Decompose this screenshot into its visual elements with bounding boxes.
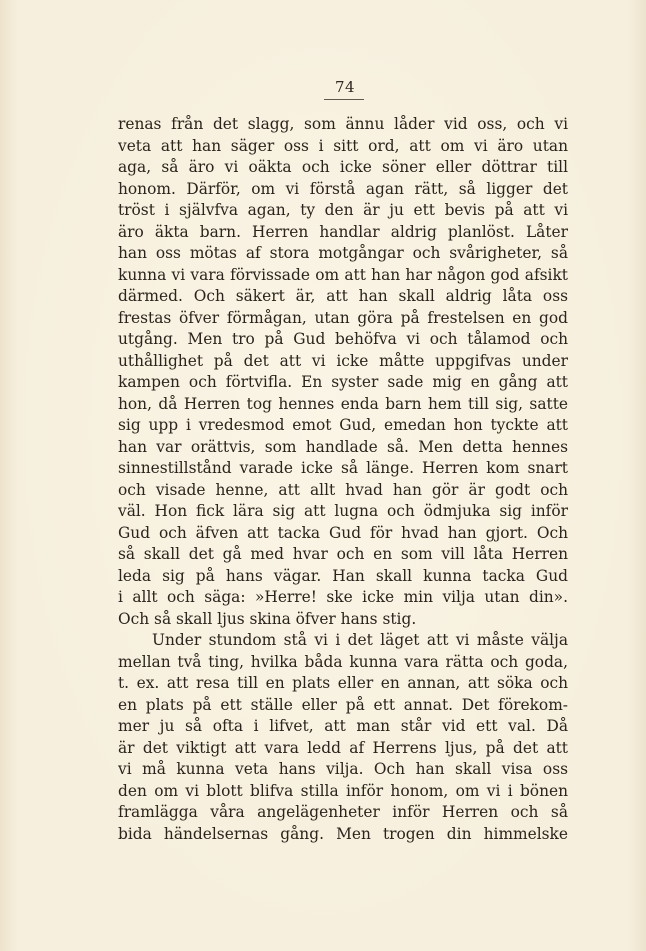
page-number: 74	[334, 78, 356, 96]
text-line: sinnestillstånd varade icke så länge. Herren kom snart	[118, 459, 568, 477]
text-line: Och så skall ljus skina öfver hans stig.	[118, 609, 417, 628]
text-line: mellan två ting, hvilka båda kunna vara rätta och goda,	[118, 652, 568, 671]
text-line: så skall det gå med hvar och en som vill låta Herren	[118, 545, 568, 563]
paragraph	[118, 630, 568, 845]
text-line: honom. Därför, om vi förstå agan rätt, så ligger det	[118, 179, 568, 198]
text-line: leda sig på hans vägar. Han skall kunna tacka Gud	[118, 566, 568, 585]
text-line: han oss mötas af stora motgångar och svårigheter, så	[118, 244, 568, 262]
text-line: Gud och äfven att tacka Gud för hvad han gjort. Och	[118, 523, 568, 542]
text-line: bida händelsernas gång. Men trogen din himmelske	[118, 824, 568, 843]
text-line: aga, så äro vi oäkta och icke söner eller döttrar till	[118, 158, 568, 176]
text-line: veta att han säger oss i sitt ord, att om vi äro utan	[118, 136, 568, 155]
text-line: i allt och säga: »Herre! ske icke min vilja utan din».	[118, 588, 568, 606]
text-line: han var orättvis, som handlade så. Men detta hennes	[118, 437, 568, 456]
text-line: en plats på ett ställe eller på ett annat. Det förekom-	[118, 695, 568, 714]
text-line: framlägga våra angelägenheter inför Herren och så	[118, 803, 568, 821]
text-line: renas från det slagg, som ännu låder vid oss, och vi	[118, 115, 568, 133]
text-line: och visade henne, att allt hvad han gör är godt och	[118, 480, 568, 499]
paragraph	[118, 114, 568, 630]
text-line: Under stundom stå vi i det läget att vi måste välja	[152, 631, 568, 649]
text-line: är det viktigt att vara ledd af Herrens ljus, på det att	[118, 738, 568, 757]
body-text	[118, 114, 568, 845]
text-line: hon, då Herren tog hennes enda barn hem till sig, satte	[118, 394, 568, 413]
text-line: frestas öfver förmågan, utan göra på frestelsen en god	[118, 308, 568, 327]
text-line: därmed. Och säkert är, att han skall aldrig låta oss	[118, 287, 568, 305]
text-line: utgång. Men tro på Gud behöfva vi och tålamod och	[118, 330, 568, 348]
page-number-underline	[324, 99, 364, 100]
text-line: kunna vi vara förvissade om att han har någon god afsikt	[118, 265, 568, 284]
text-line: sig upp i vredesmod emot Gud, emedan hon tyckte att	[118, 416, 568, 434]
text-line: t. ex. att resa till en plats eller en annan, att söka och	[118, 674, 568, 692]
text-line: uthållighet på det att vi icke måtte uppgifvas under	[118, 351, 568, 370]
text-line: mer ju så ofta i lifvet, att man står vid ett val. Då	[118, 717, 568, 735]
text-line: väl. Hon fick lära sig att lugna och ödmjuka sig inför	[118, 502, 568, 520]
text-line: den om vi blott blifva stilla inför honom, om vi i bönen	[118, 781, 568, 800]
text-line: äro äkta barn. Herren handlar aldrig planlöst. Låter	[118, 222, 568, 241]
text-line: tröst i självfva agan, ty den är ju ett bevis på att vi	[118, 201, 568, 219]
text-line: kampen och förtvifla. En syster sade mig en gång att	[118, 373, 568, 391]
text-line: vi må kunna veta hans vilja. Och han skall visa oss	[118, 760, 568, 778]
